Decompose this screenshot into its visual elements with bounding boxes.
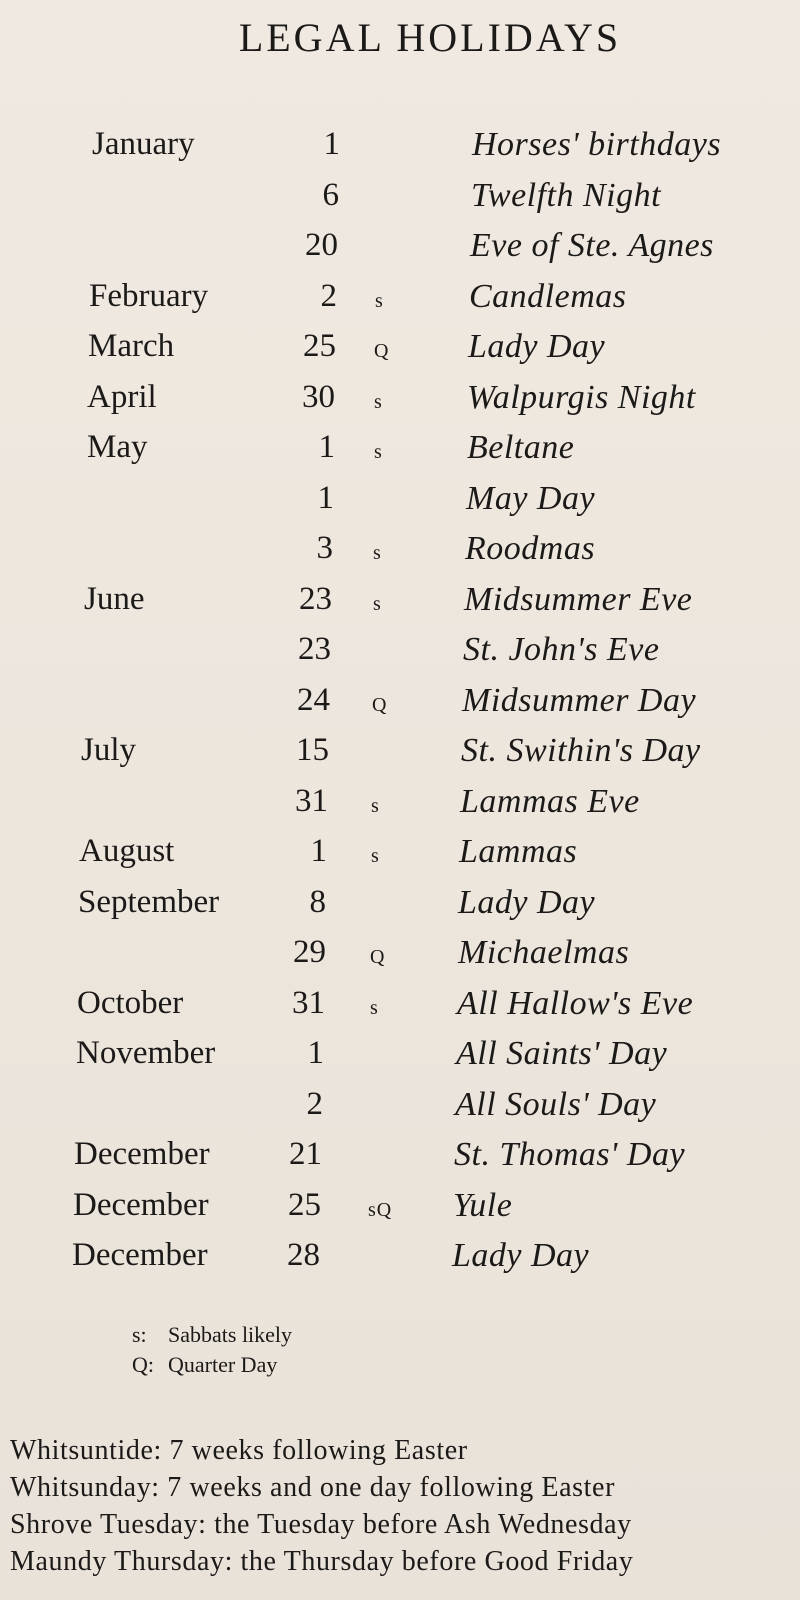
mark-cell: s [374,441,383,463]
holiday-name-cell: Michaelmas [458,934,630,971]
table-row [0,328,800,379]
day-cell: 21 [289,1136,322,1172]
holiday-name-cell: All Souls' Day [455,1085,657,1123]
legend-text: Sabbats likely [168,1322,293,1347]
table-row [0,126,800,177]
table-row [0,1136,800,1187]
table-row [0,1086,800,1137]
day-cell: 2 [320,277,337,314]
holiday-name-cell: Lammas Eve [460,782,640,820]
holiday-name-cell: Eve of Ste. Agnes [470,227,714,264]
day-cell: 2 [306,1085,323,1122]
mark-cell: s [373,542,382,564]
mark-cell: s [370,996,379,1019]
day-cell: 1 [307,1035,324,1071]
table-row [0,1035,800,1086]
day-cell: 6 [322,176,339,213]
month-cell: March [88,328,175,364]
table-row [0,530,800,581]
month-cell: December [73,1186,209,1223]
legend-key: s: [132,1322,147,1347]
notes [10,1432,633,1580]
table-row [0,732,800,783]
day-cell: 25 [303,328,336,364]
holiday-name-cell: Lady Day [468,328,606,365]
month-cell: January [92,126,195,162]
note-line: Whitsuntide: 7 weeks following Easter [10,1435,468,1466]
mark-cell: s [373,592,382,615]
day-cell: 31 [292,984,325,1021]
holiday-name-cell: Candlemas [469,277,627,315]
holiday-name-cell: Lady Day [452,1237,590,1274]
month-cell: June [84,580,145,617]
month-cell: February [89,277,209,314]
day-cell: 31 [295,782,328,819]
day-cell: 1 [318,429,335,465]
month-cell: October [77,984,184,1021]
legend-text: Quarter Day [168,1352,278,1377]
table-row [0,177,800,228]
holiday-name-cell: Midsummer Eve [464,580,693,618]
table-row [0,985,800,1036]
table-row [0,934,800,985]
month-cell: November [76,1035,216,1071]
holiday-name-cell: Horses' birthdays [472,126,722,163]
day-cell: 29 [293,934,326,970]
holiday-table [0,126,800,1288]
table-row [0,682,800,733]
note-line: Maundy Thursday: the Thursday before Good Friday [10,1546,634,1577]
page-title: LEGAL HOLIDAYS [238,15,622,60]
mark-cell: s [371,794,380,817]
day-cell: 1 [317,479,334,516]
day-cell: 1 [323,126,340,162]
day-cell: 25 [288,1186,321,1223]
day-cell: 3 [316,530,333,566]
day-cell: 24 [297,681,330,718]
holiday-name-cell: Midsummer Day [462,681,697,719]
table-row [0,278,800,329]
month-cell: December [72,1237,208,1273]
table-row [0,833,800,884]
holiday-name-cell: Roodmas [465,530,596,567]
day-cell: 23 [299,580,332,617]
holiday-name-cell: Lammas [459,833,578,870]
day-cell: 1 [310,833,327,869]
holiday-name-cell: Yule [453,1186,513,1224]
mark-cell: sQ [368,1198,393,1221]
mark-cell: s [375,289,384,312]
day-cell: 15 [296,732,329,768]
month-cell: April [87,378,157,415]
holiday-name-cell: Twelfth Night [471,176,662,214]
month-cell: December [74,1136,210,1172]
table-row [0,379,800,430]
legend-key: Q: [132,1352,154,1377]
day-cell: 8 [309,883,326,920]
mark-cell: Q [370,946,386,968]
day-cell: 28 [287,1237,320,1273]
day-cell: 30 [302,378,335,415]
table-row [0,631,800,682]
legend [132,1320,292,1380]
table-row [0,1187,800,1238]
month-cell: July [81,732,137,768]
holiday-name-cell: All Saints' Day [456,1035,668,1072]
table-row [0,227,800,278]
holiday-name-cell: Lady Day [458,883,596,921]
holiday-name-cell: May Day [466,479,596,517]
table-row [0,884,800,935]
legend-item [132,1320,292,1350]
table-row [0,1237,800,1288]
mark-cell: s [374,390,383,413]
holiday-name-cell: All Hallow's Eve [457,984,694,1022]
holiday-name-cell: Walpurgis Night [467,378,696,416]
holiday-name-cell: St. John's Eve [463,631,660,668]
legend-item [132,1350,292,1380]
table-row [0,783,800,834]
mark-cell: Q [374,340,390,362]
table-row [0,480,800,531]
day-cell: 20 [305,227,338,263]
holiday-name-cell: Beltane [467,429,575,466]
holiday-name-cell: St. Swithin's Day [461,732,701,769]
month-cell: May [87,429,148,465]
holiday-name-cell: St. Thomas' Day [454,1136,686,1173]
table-row [0,429,800,480]
note-line: Whitsunday: 7 weeks and one day following Easter [10,1472,615,1503]
month-cell: September [78,883,220,920]
mark-cell: Q [372,693,388,716]
table-row [0,581,800,632]
month-cell: August [79,833,175,869]
day-cell: 23 [298,631,331,667]
mark-cell: s [371,845,380,867]
note-line: Shrove Tuesday: the Tuesday before Ash Wednesday [10,1509,632,1540]
